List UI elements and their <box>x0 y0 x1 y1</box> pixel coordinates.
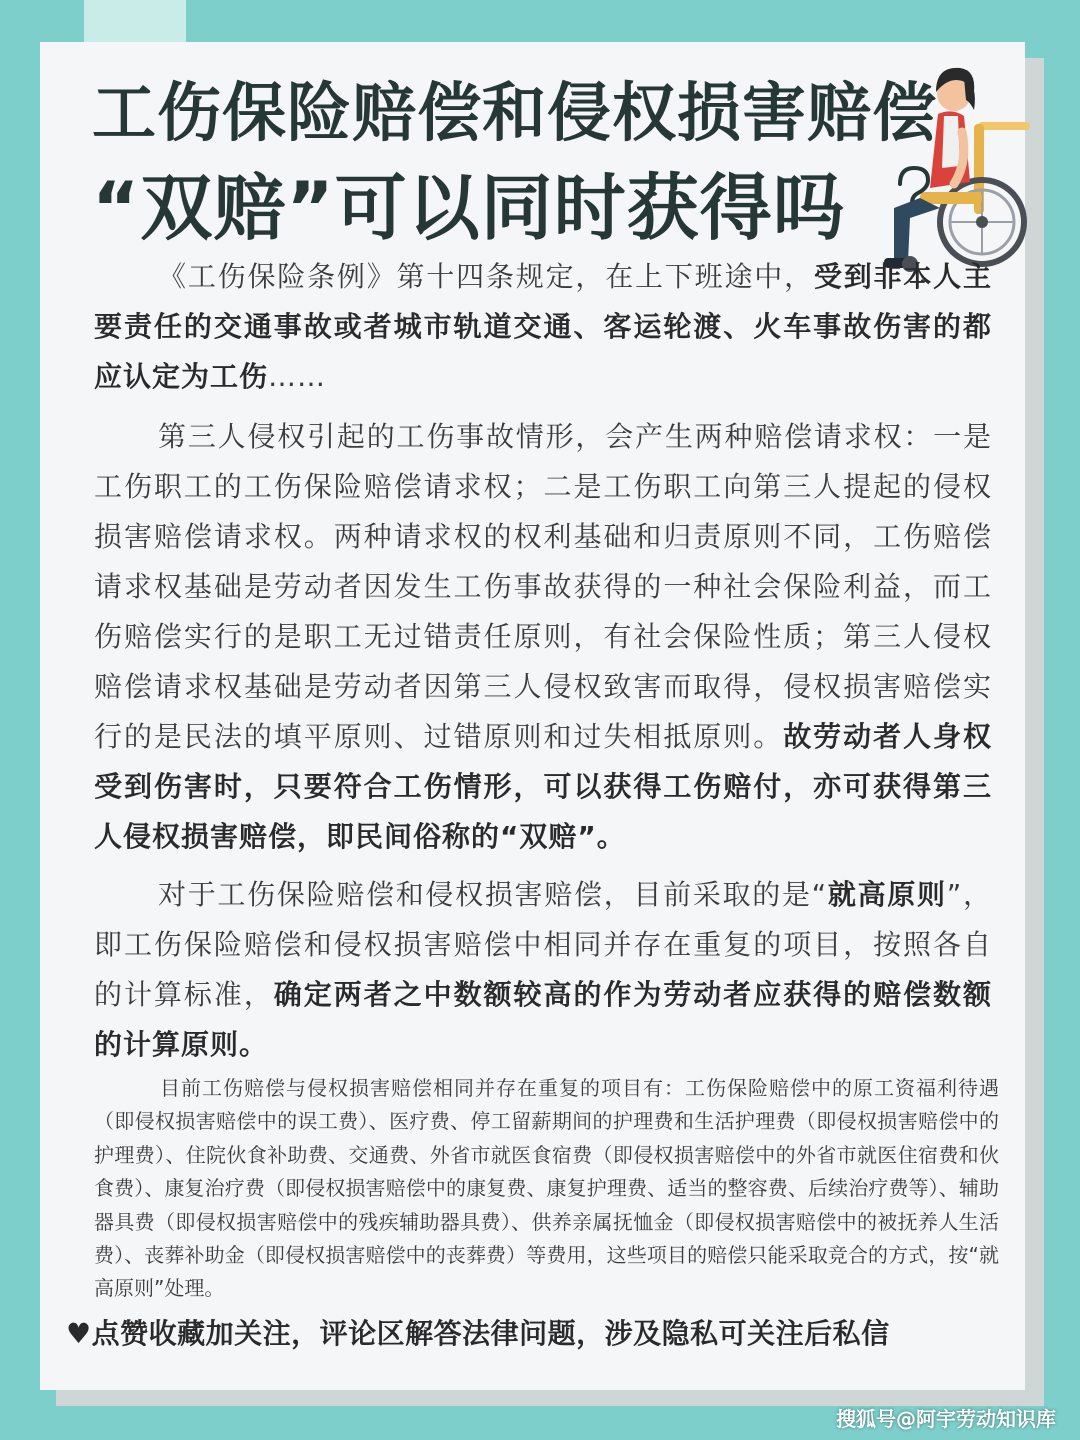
title-line-2: “双赔”可以同时获得吗 <box>92 166 846 250</box>
paragraph-3-mid: ”，即工伤保险赔偿和侵权损害赔偿中相同并存在重复的项目，按照各自的计算标准， <box>94 878 992 1011</box>
paragraph-3-lead: 对于工伤保险赔偿和侵权损害赔偿，目前采取的是“ <box>158 878 828 911</box>
paragraph-2-text: 第三人侵权引起的工伤事故情形，会产生两种赔偿请求权：一是工伤职工的工伤保险赔偿请求权；二是工伤职工向第三人提起的侵权损害赔偿请求权。两种请求权的权利基础和归责原则不同，工伤赔偿请求权基础是劳动者因发生工伤事故获得的一种社会保险利益，而工伤赔偿实行的是职工无过错责任原则，有社会保险性质；第三人侵权赔偿请求权基础是劳动者因第三人侵权致害而取得，侵权损害赔偿实行的是民法的填平原则、过错原则和过失相抵原则。 <box>94 420 992 753</box>
paragraph-3-bold-1: 就高原则 <box>827 878 947 911</box>
paragraph-1-lead: 《工伤保险条例》第十四条规定，在上下班途中， <box>158 260 814 293</box>
paragraph-3-bold-2: 确定两者之中数额较高的作为劳动者应获得的赔偿数额的计算原则。 <box>94 978 992 1061</box>
paragraph-1-bold: 受到非本人主要责任的交通事故或者城市轨道交通、客运轮渡、火车事故伤害的都应认定为工伤 <box>94 260 992 393</box>
woman-in-wheelchair-icon <box>870 52 1040 277</box>
paragraph-4-text: 目前工伤赔偿与侵权损害赔偿相同并存在重复的项目有：工伤保险赔偿中的原工资福利待遇（即侵权损害赔偿中的误工费）、医疗费、停工留薪期间的护理费和生活护理费（即侵权损害赔偿中的护理费）、住院伙食补助费、交通费、外省市就医食宿费（即侵权损害赔偿中的外省市就医住宿费和伙食费）、康复治疗费（即侵权损害赔偿中的康复费、康复护理费、适当的整容费、后续治疗费等）、辅助器具费（即侵权损害赔偿中的残疾辅助器具费）、供养亲属抚恤金（即侵权损害赔偿中的被抚养人生活费）、丧葬补助金（即侵权损害赔偿中的丧葬费）等费用，这些项目的赔偿只能采取竞合的方式，按“就高原则”处理。 <box>94 1076 999 1301</box>
heart-icon: ♥ <box>66 1317 92 1350</box>
footer-text: 点赞收藏加关注，评论区解答法律问题，涉及隐私可关注后私信 <box>91 1317 890 1350</box>
paragraph-3 <box>94 870 992 1070</box>
paragraph-4 <box>94 1072 999 1306</box>
paragraph-1 <box>94 252 992 402</box>
paragraph-2-bold: 故劳动者人身权受到伤害时，只要符合工伤情形，可以获得工伤赔付，亦可获得第三人侵权损害赔偿，即民间俗称的“双赔”。 <box>94 720 992 853</box>
watermark: 搜狐号@阿宇劳动知识库 <box>836 1407 1056 1431</box>
footer-call-to-action <box>66 1312 890 1352</box>
paragraph-2 <box>94 412 992 862</box>
title-line-1: 工伤保险赔偿和侵权损害赔偿 <box>92 77 937 151</box>
paragraph-1-tail: …… <box>268 360 327 393</box>
